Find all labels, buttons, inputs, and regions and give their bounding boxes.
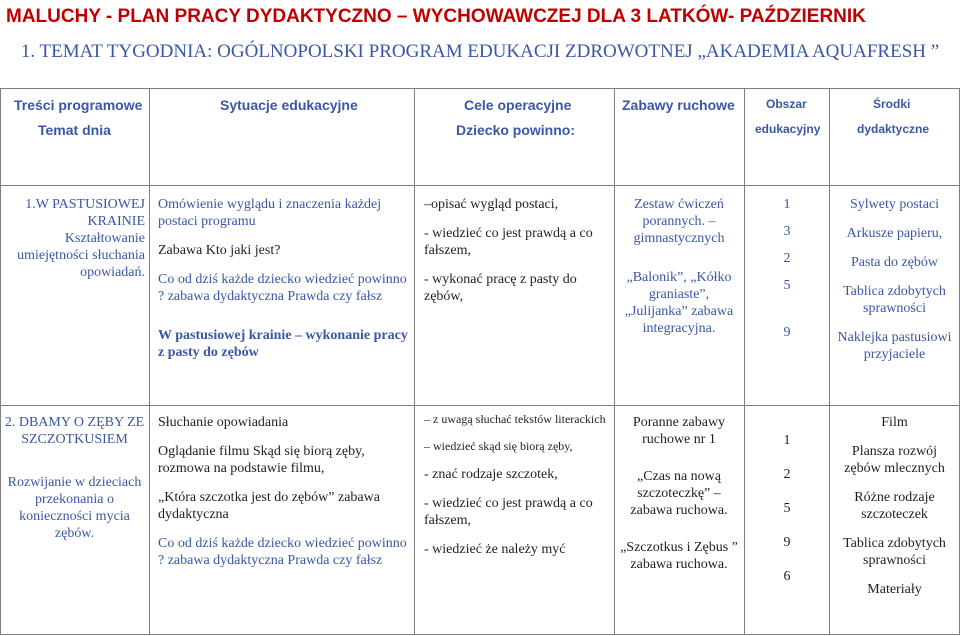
area-number: 9 <box>783 325 791 340</box>
table-row-2-movement <box>616 414 742 573</box>
table-top-border <box>0 88 960 89</box>
table-row-2-areas <box>746 432 828 602</box>
table-row-1-areas <box>746 196 828 351</box>
header-educational-area: Obszar <box>766 97 807 111</box>
header-operational-goals: Cele operacyjne <box>464 97 572 113</box>
material-item: Różne rodzaje szczoteczek <box>854 490 935 522</box>
situation-item: Co od dziś każde dziecko wiedzieć powinno ? zabawa dydaktyczna Prawda czy fałsz <box>158 536 407 568</box>
goal-item: – wiedzieć skąd się biorą zęby, <box>424 439 573 453</box>
area-number: 9 <box>783 535 791 550</box>
goal-item: - wiedzieć co jest prawdą a co fałszem, <box>424 226 593 258</box>
material-item: Arkusze papieru, <box>846 226 943 241</box>
week-topic: 1. TEMAT TYGODNIA: OGÓLNOPOLSKI PROGRAM EDUKACJI ZDROWOTNEJ „AKADEMIA AQUAFRESH ” <box>20 41 940 62</box>
goal-item: - wiedzieć co jest prawdą a co fałszem, <box>424 496 593 528</box>
goal-item: - wykonać pracę z pasty do zębów, <box>424 272 577 304</box>
material-item: Film <box>881 415 908 430</box>
situation-item: Słuchanie opowiadania <box>158 415 289 430</box>
document-title: MALUCHY - PLAN PRACY DYDAKTYCZNO – WYCHOWAWCZEJ DLA 3 LATKÓW- PAŹDZIERNIK <box>6 6 866 27</box>
material-item: Naklejka pastusiowi przyjaciele <box>837 330 952 362</box>
day-description: Rozwijanie w dzieciach przekonania o konieczności mycia zębów. <box>7 475 142 541</box>
area-number: 1 <box>783 433 791 448</box>
header-movement-games: Zabawy ruchowe <box>622 97 735 113</box>
column-divider <box>149 88 150 635</box>
day-title: 1.W PASTUSIOWEJ KRAINIE <box>25 197 145 229</box>
movement-item: Zestaw ćwiczeń porannych. – gimnastycznych <box>633 197 725 246</box>
area-number: 3 <box>783 224 791 239</box>
area-number: 5 <box>783 278 791 293</box>
header-curriculum-content: Treści programowe <box>14 97 143 113</box>
table-row-1-goals <box>420 196 610 317</box>
situation-item: Oglądanie filmu Skąd się biorą zęby, rozmowa na podstawie filmu, <box>158 444 365 476</box>
table-bottom-border <box>0 634 960 635</box>
table-row-1-materials <box>831 196 958 363</box>
situation-item: W pastusiowej krainie – wykonanie pracy z pasty do zębów <box>158 328 408 360</box>
movement-item: „Szczotkus i Zębus ” zabawa ruchowa. <box>620 540 738 572</box>
area-number: 6 <box>783 569 791 584</box>
goal-item: –opisać wygląd postaci, <box>424 197 559 212</box>
table-row-1-day <box>0 196 149 281</box>
goal-item: – z uwagą słuchać tekstów literackich <box>424 412 606 426</box>
header-child-should: Dziecko powinno: <box>456 122 575 138</box>
column-divider <box>829 88 830 635</box>
column-divider <box>614 88 615 635</box>
situation-item: Omówienie wyglądu i znaczenia każdej postaci programu <box>158 197 382 229</box>
header-day-topic: Temat dnia <box>38 122 111 138</box>
situation-item: „Która szczotka jest do zębów” zabawa dydaktyczna <box>158 490 380 522</box>
movement-item: Poranne zabawy ruchowe nr 1 <box>632 415 726 447</box>
table-row-1-movement <box>616 196 742 337</box>
material-item: Plansza rozwój zębów mlecznych <box>844 444 945 476</box>
day-description: Kształtowanie umiejętności słuchania opowiadań. <box>17 231 145 280</box>
area-number: 2 <box>783 251 791 266</box>
material-item: Pasta do zębów <box>850 255 939 270</box>
header-teaching-aids: Środki <box>873 97 911 111</box>
table-row-2-situations <box>154 414 412 569</box>
movement-item: „Czas na nową szczoteczkę” – zabawa ruchowa. <box>630 469 728 518</box>
table-row-2-goals <box>420 412 610 558</box>
header-educational-situations: Sytuacje edukacyjne <box>220 97 358 113</box>
situation-item: Zabawa Kto jaki jest? <box>158 243 281 258</box>
material-item: Sylwety postaci <box>849 197 940 212</box>
material-item: Tablica zdobytych sprawności <box>843 536 946 568</box>
table-row-2-materials <box>831 414 958 598</box>
movement-item: „Balonik”, „Kółko graniaste”, „Julijanka” zabawa integracyjna. <box>624 270 734 336</box>
area-number: 2 <box>783 467 791 482</box>
goal-item: - wiedzieć że należy myć <box>424 542 566 557</box>
situation-item: Co od dziś każde dziecko wiedzieć powinno ? zabawa dydaktyczna Prawda czy fałsz <box>158 272 407 304</box>
material-item: Tablica zdobytych sprawności <box>843 284 946 316</box>
goal-item: - znać rodzaje szczotek, <box>424 467 558 482</box>
column-divider <box>744 88 745 635</box>
table-row-2-day <box>0 414 149 542</box>
header-educational-area-2: edukacyjny <box>755 122 821 136</box>
header-bottom-border <box>0 185 960 186</box>
area-number: 1 <box>783 197 791 212</box>
header-teaching-aids-2: dydaktyczne <box>857 122 930 136</box>
column-divider <box>0 88 1 635</box>
material-item: Materiały <box>867 582 922 597</box>
area-number: 5 <box>783 501 791 516</box>
table-row-1-situations <box>154 196 412 361</box>
row-divider <box>0 405 960 406</box>
column-divider <box>414 88 415 635</box>
day-title: 2. DBAMY O ZĘBY ZE SZCZOTKUSIEM <box>4 415 145 447</box>
